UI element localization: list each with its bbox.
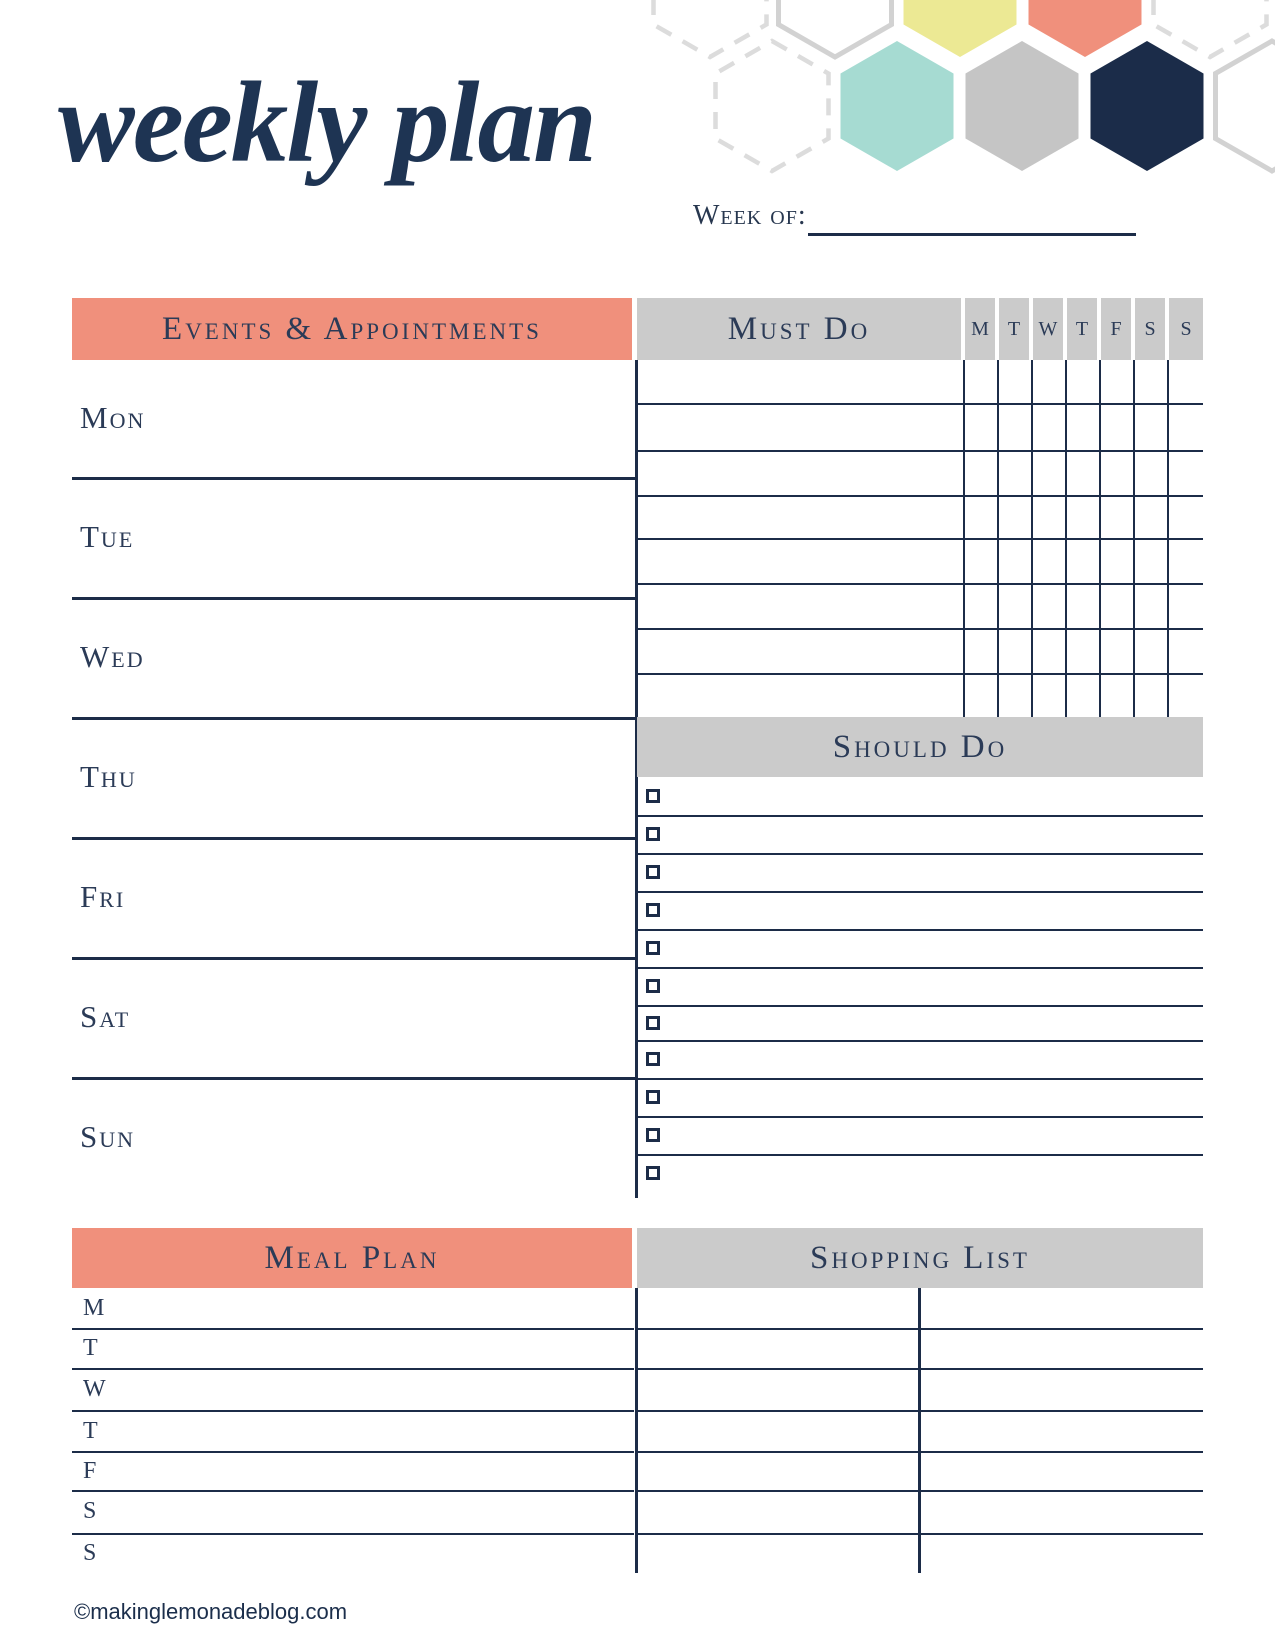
events-row-sun[interactable]: [72, 1078, 635, 1198]
day-label-sun: Sun: [80, 1119, 136, 1154]
must-do-col-thu: T: [1067, 298, 1097, 360]
events-row-thu[interactable]: [72, 718, 635, 838]
week-of-input-line[interactable]: [808, 233, 1136, 236]
day-label-sat: Sat: [80, 999, 131, 1034]
meal-day-letter: S: [83, 1498, 97, 1524]
shopping-list-header: Shopping List: [637, 1228, 1203, 1288]
dashed-outline-hexagon: [716, 41, 829, 171]
outline-hexagon: [779, 0, 892, 57]
gray-hexagon: [966, 41, 1079, 171]
task-checkbox[interactable]: [646, 1090, 660, 1104]
check-column-line: [1065, 360, 1067, 717]
task-checkbox[interactable]: [646, 1166, 660, 1180]
task-checkbox[interactable]: [646, 903, 660, 917]
task-checkbox[interactable]: [646, 827, 660, 841]
meal-day-letter: S: [83, 1540, 97, 1566]
events-row-mon[interactable]: [72, 360, 635, 478]
must-do-task-row[interactable]: [637, 538, 1203, 585]
must-do-task-row[interactable]: [637, 628, 1203, 675]
must-do-task-row[interactable]: [637, 495, 1203, 540]
footer-credit: ©makinglemonadeblog.com: [74, 1599, 348, 1624]
task-checkbox[interactable]: [646, 979, 660, 993]
check-column-line: [1167, 360, 1169, 717]
events-row-fri[interactable]: [72, 838, 635, 958]
check-column-line: [1099, 360, 1101, 717]
should-do-row[interactable]: [637, 777, 1203, 817]
should-do-row[interactable]: [637, 1116, 1203, 1156]
task-checkbox[interactable]: [646, 865, 660, 879]
must-do-col-sun: S: [1169, 298, 1203, 360]
check-column-line: [1133, 360, 1135, 717]
should-do-row[interactable]: [637, 815, 1203, 855]
dashed-outline-hexagon: [1154, 0, 1267, 57]
events-row-sat[interactable]: [72, 958, 635, 1078]
teal-hexagon: [841, 41, 954, 171]
task-checkbox[interactable]: [646, 1128, 660, 1142]
day-separator-line: [72, 477, 635, 480]
meal-row-sun[interactable]: [72, 1533, 634, 1573]
day-separator-line: [72, 957, 635, 960]
must-do-task-row[interactable]: [637, 450, 1203, 497]
must-do-header: Must Do: [637, 298, 961, 360]
meal-row-sat[interactable]: [72, 1490, 634, 1535]
meal-row-fri[interactable]: [72, 1451, 634, 1492]
meal-row-tue[interactable]: [72, 1328, 634, 1370]
events-header: Events & Appointments: [72, 298, 632, 360]
should-do-header: Should Do: [637, 717, 1203, 777]
meal-day-letter: W: [83, 1376, 106, 1402]
task-checkbox[interactable]: [646, 789, 660, 803]
dashed-outline-hexagon: [654, 0, 767, 57]
coral-hexagon: [1029, 0, 1142, 57]
must-do-col-fri: F: [1101, 298, 1131, 360]
task-checkbox[interactable]: [646, 1016, 660, 1030]
meal-day-letter: T: [83, 1335, 98, 1361]
should-do-row[interactable]: [637, 929, 1203, 969]
navy-hexagon: [1091, 41, 1204, 171]
day-label-tue: Tue: [80, 519, 135, 554]
events-row-wed[interactable]: [72, 598, 635, 718]
day-label-thu: Thu: [80, 759, 137, 794]
meal-row-mon[interactable]: [72, 1288, 634, 1330]
section-divider-vertical: [635, 1288, 638, 1573]
meal-day-letter: T: [83, 1418, 98, 1444]
meal-day-letter: M: [83, 1295, 105, 1321]
outline-hexagon: [1216, 41, 1275, 171]
must-do-col-mon: M: [965, 298, 995, 360]
should-do-row[interactable]: [637, 891, 1203, 931]
day-label-fri: Fri: [80, 879, 126, 914]
day-label-mon: Mon: [80, 400, 146, 435]
should-do-row[interactable]: [637, 853, 1203, 893]
week-of-label: Week of:: [693, 200, 807, 231]
must-do-task-row[interactable]: [637, 360, 1203, 405]
should-do-row[interactable]: [637, 1078, 1203, 1118]
check-column-line: [963, 360, 965, 717]
must-do-col-sat: S: [1135, 298, 1165, 360]
must-do-col-wed: W: [1033, 298, 1063, 360]
events-row-tue[interactable]: [72, 478, 635, 598]
check-column-line: [1031, 360, 1033, 717]
day-separator-line: [72, 597, 635, 600]
should-do-row[interactable]: [637, 1040, 1203, 1080]
meal-day-letter: F: [83, 1458, 97, 1484]
must-do-task-row[interactable]: [637, 403, 1203, 452]
day-separator-line: [72, 837, 635, 840]
must-do-col-tue: T: [999, 298, 1029, 360]
day-separator-line: [72, 717, 635, 720]
should-do-row[interactable]: [637, 1154, 1203, 1192]
task-checkbox[interactable]: [646, 1052, 660, 1066]
yellow-hexagon: [904, 0, 1017, 57]
should-do-row[interactable]: [637, 967, 1203, 1007]
day-label-wed: Wed: [80, 639, 145, 674]
shopping-column-divider: [918, 1288, 921, 1573]
must-do-task-row[interactable]: [637, 583, 1203, 630]
meal-row-thu[interactable]: [72, 1410, 634, 1453]
meal-row-wed[interactable]: [72, 1368, 634, 1412]
should-do-row[interactable]: [637, 1005, 1203, 1042]
day-separator-line: [72, 1077, 635, 1080]
page-title: weekly plan: [58, 59, 595, 186]
check-column-line: [997, 360, 999, 717]
meal-plan-header: Meal Plan: [72, 1228, 632, 1288]
task-checkbox[interactable]: [646, 941, 660, 955]
